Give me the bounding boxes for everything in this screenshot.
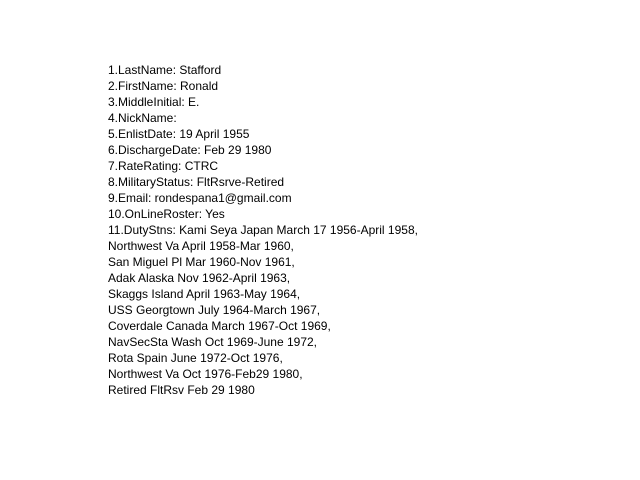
duty-station-entry: USS Georgtown July 1964-March 1967, [108, 303, 321, 317]
first-name-line: 2.FirstName: Ronald [108, 79, 219, 93]
member-record [108, 62, 418, 398]
rate-rating-line: 7.RateRating: CTRC [108, 159, 219, 173]
duty-station-entry: Northwest Va April 1958-Mar 1960, [108, 239, 294, 253]
duty-stations-line: 11.DutyStns: Kami Seya Japan March 17 1956-April 1958, [108, 223, 418, 237]
duty-station-entry: Coverdale Canada March 1967-Oct 1969, [108, 319, 331, 333]
duty-station-entry: Rota Spain June 1972-Oct 1976, [108, 351, 283, 365]
enlist-date-line: 5.EnlistDate: 19 April 1955 [108, 127, 250, 141]
nick-name-line: 4.NickName: [108, 111, 177, 125]
online-roster-line: 10.OnLineRoster: Yes [108, 207, 225, 221]
duty-station-entry: Northwest Va Oct 1976-Feb29 1980, [108, 367, 303, 381]
duty-station-entry: Skaggs Island April 1963-May 1964, [108, 287, 301, 301]
duty-station-entry: Adak Alaska Nov 1962-April 1963, [108, 271, 291, 285]
retirement-line: Retired FltRsv Feb 29 1980 [108, 383, 255, 397]
duty-station-entry: San Miguel Pl Mar 1960-Nov 1961, [108, 255, 295, 269]
middle-initial-line: 3.MiddleInitial: E. [108, 95, 200, 109]
military-status-line: 8.MilitaryStatus: FltRsrve-Retired [108, 175, 285, 189]
duty-station-entry: NavSecSta Wash Oct 1969-June 1972, [108, 335, 318, 349]
last-name-line: 1.LastName: Stafford [108, 63, 222, 77]
email-line: 9.Email: rondespana1@gmail.com [108, 191, 292, 205]
discharge-date-line: 6.DischargeDate: Feb 29 1980 [108, 143, 272, 157]
